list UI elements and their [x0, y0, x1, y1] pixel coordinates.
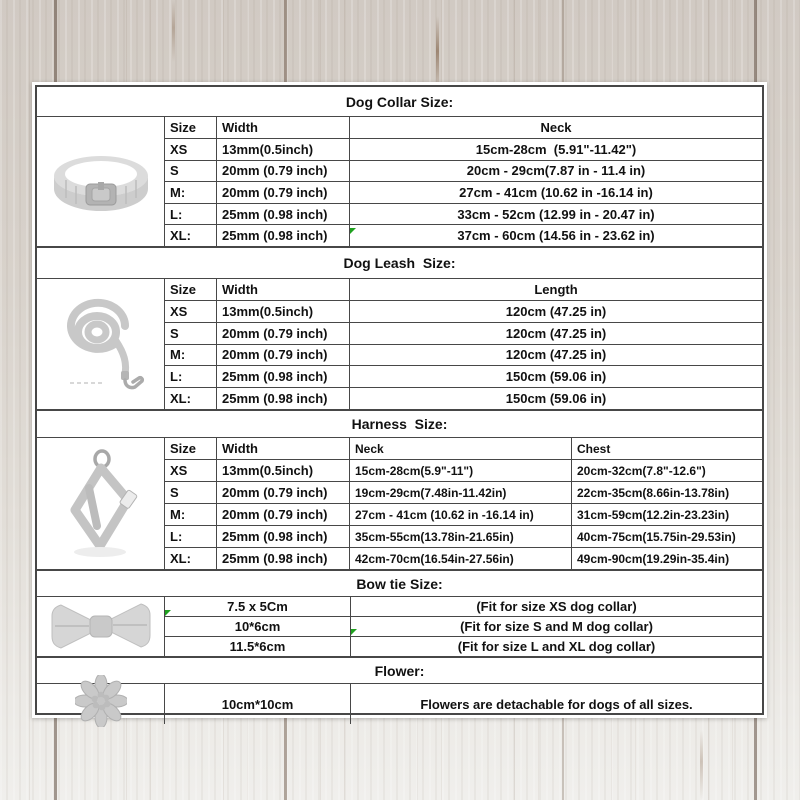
neck-cell: 42cm-70cm(16.54in-27.56in): [350, 548, 572, 569]
size-cell: M:: [165, 345, 217, 366]
length-cell: 120cm (47.25 in): [505, 325, 607, 341]
size-cell: S: [165, 161, 217, 182]
table-row: [165, 684, 762, 724]
neck-cell: 27cm - 41cm (10.62 in -16.14 in): [350, 504, 572, 525]
size-cell: XL:: [165, 548, 217, 569]
width-cell: 25mm (0.98 inch): [217, 526, 350, 547]
collar-header-row: [165, 117, 762, 139]
neck-cell: 37cm - 60cm (14.56 in - 23.62 in): [457, 228, 655, 244]
table-row: [165, 482, 762, 504]
neck-cell: 35cm-55cm(13.78in-21.65in): [350, 526, 572, 547]
col-header-width: Width: [217, 438, 350, 459]
dog-harness-image: [37, 438, 165, 569]
size-cell: S: [165, 323, 217, 344]
table-row: [165, 301, 762, 323]
table-row: [165, 161, 762, 183]
width-cell: 13mm(0.5inch): [217, 139, 350, 160]
neck-cell: 19cm-29cm(7.48in-11.42in): [350, 482, 572, 503]
table-row: [165, 204, 762, 226]
width-cell: 20mm (0.79 inch): [217, 482, 350, 503]
neck-cell: 15cm-28cm(5.9"-11"): [350, 460, 572, 481]
col-header-size: Size: [165, 279, 217, 300]
size-cell: M:: [165, 182, 217, 203]
table-row: [165, 460, 762, 482]
table-row: [165, 182, 762, 204]
size-cell: XL:: [165, 225, 217, 246]
size-cell: XS: [165, 301, 217, 322]
bow-fit-cell: (Fit for size S and M dog collar): [460, 619, 653, 634]
col-header-neck: Neck: [540, 120, 572, 135]
bow-tie-icon: [45, 600, 157, 654]
size-chart-table: [35, 85, 764, 715]
col-header-neck: Neck: [350, 438, 572, 459]
size-cell: XS: [165, 460, 217, 481]
size-cell: S: [165, 482, 217, 503]
size-chart-panel: [32, 82, 767, 718]
bow-fit-cell: (Fit for size XS dog collar): [476, 599, 637, 614]
wood-crack: [172, 0, 175, 62]
size-cell: XS: [165, 139, 217, 160]
width-cell: 13mm(0.5inch): [217, 460, 350, 481]
section-title: Harness Size:: [37, 411, 762, 438]
bow-size-cell: 10*6cm: [165, 617, 351, 636]
width-cell: 20mm (0.79 inch): [217, 345, 350, 366]
table-row: [165, 597, 762, 617]
col-header-length: Length: [534, 282, 578, 297]
neck-cell: 20cm - 29cm(7.87 in - 11.4 in): [466, 163, 646, 179]
dog-collar-image: [37, 117, 165, 246]
col-header-chest: Chest: [577, 441, 611, 456]
col-header-size: Size: [165, 438, 217, 459]
length-cell: 120cm (47.25 in): [505, 303, 607, 319]
table-row: [165, 526, 762, 548]
bow-size-cell: 7.5 x 5Cm: [165, 597, 351, 616]
bow-size-cell: 11.5*6cm: [165, 637, 351, 656]
width-cell: 13mm(0.5inch): [217, 301, 350, 322]
width-cell: 20mm (0.79 inch): [217, 182, 350, 203]
chest-cell: 40cm-75cm(15.75in-29.53in): [577, 529, 736, 544]
chest-cell: 20cm-32cm(7.8"-12.6"): [577, 463, 706, 478]
width-cell: 20mm (0.79 inch): [217, 504, 350, 525]
length-cell: 150cm (59.06 in): [505, 369, 607, 385]
width-cell: 25mm (0.98 inch): [217, 388, 350, 409]
comment-marker: [165, 610, 171, 616]
col-header-width: Width: [217, 117, 350, 138]
size-cell: L:: [165, 204, 217, 225]
table-row: [165, 388, 762, 409]
table-row: [165, 345, 762, 367]
width-cell: 25mm (0.98 inch): [217, 225, 350, 246]
dog-leash-icon: [42, 287, 160, 402]
width-cell: 20mm (0.79 inch): [217, 161, 350, 182]
width-cell: 25mm (0.98 inch): [217, 366, 350, 387]
flower-image: [37, 684, 165, 724]
table-row: [165, 637, 762, 656]
table-row: [165, 323, 762, 345]
width-cell: 20mm (0.79 inch): [217, 323, 350, 344]
size-cell: L:: [165, 526, 217, 547]
chest-cell: 31cm-59cm(12.2in-23.23in): [577, 507, 730, 522]
dog-harness-icon: [42, 444, 160, 564]
comment-marker: [350, 228, 356, 234]
chest-cell: 22cm-35cm(8.66in-13.78in): [577, 485, 730, 500]
table-row: [165, 366, 762, 388]
size-cell: XL:: [165, 388, 217, 409]
harness-section: [37, 411, 762, 571]
neck-cell: 33cm - 52cm (12.99 in - 20.47 in): [457, 206, 655, 222]
col-header-width: Width: [217, 279, 350, 300]
bow-tie-section: [37, 571, 762, 658]
dog-leash-image: [37, 279, 165, 409]
dog-collar-icon: [42, 128, 160, 236]
leash-header-row: [165, 279, 762, 301]
flower-section: [37, 658, 762, 724]
wood-crack: [700, 730, 703, 800]
neck-cell: 15cm-28cm (5.91"-11.42"): [475, 141, 637, 157]
section-title: Dog Leash Size:: [37, 248, 762, 279]
col-header-size: Size: [165, 117, 217, 138]
bow-tie-image: [37, 597, 165, 656]
section-title: Bow tie Size:: [37, 571, 762, 597]
neck-cell: 27cm - 41cm (10.62 in -16.14 in): [459, 184, 653, 200]
table-row: [165, 225, 762, 246]
flower-note-cell: Flowers are detachable for dogs of all sizes.: [420, 696, 693, 712]
leash-section: [37, 248, 762, 411]
table-row: [165, 139, 762, 161]
width-cell: 25mm (0.98 inch): [217, 204, 350, 225]
section-title: Flower:: [37, 658, 762, 684]
flower-icon: [75, 675, 127, 727]
chest-cell: 49cm-90cm(19.29in-35.4in): [577, 551, 730, 566]
collar-section: [37, 87, 762, 248]
table-row: [165, 504, 762, 526]
length-cell: 120cm (47.25 in): [505, 347, 607, 363]
table-row: [165, 617, 762, 637]
comment-marker: [351, 629, 357, 635]
bow-fit-cell: (Fit for size L and XL dog collar): [457, 639, 656, 654]
size-cell: L:: [165, 366, 217, 387]
section-title: Dog Collar Size:: [37, 87, 762, 117]
length-cell: 150cm (59.06 in): [505, 391, 607, 407]
flower-size-cell: 10cm*10cm: [165, 684, 351, 724]
harness-header-row: [165, 438, 762, 460]
size-cell: M:: [165, 504, 217, 525]
table-row: [165, 548, 762, 569]
width-cell: 25mm (0.98 inch): [217, 548, 350, 569]
